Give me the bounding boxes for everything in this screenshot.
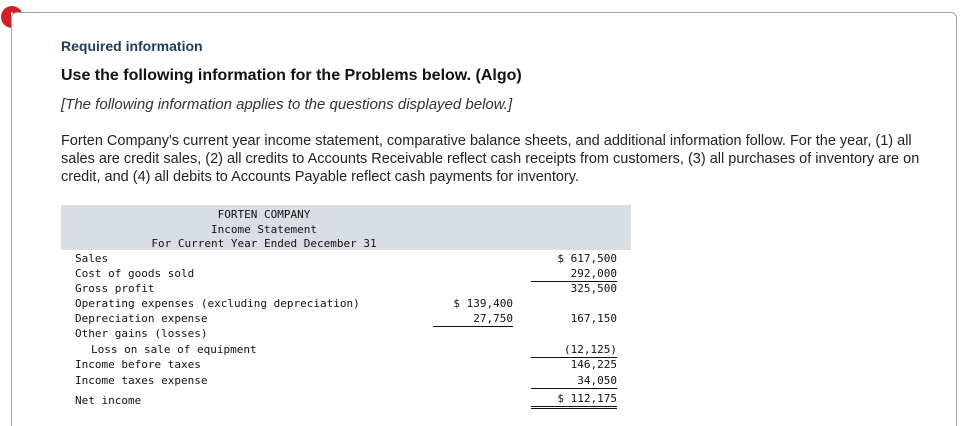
income-statement-table — [61, 250, 631, 426]
statement-header — [61, 205, 631, 250]
cogs-amount: 292,000 — [531, 267, 617, 282]
statement-period: For Current Year Ended December 31 — [151, 237, 377, 250]
row-label-gross-profit: Gross profit — [75, 282, 155, 295]
row-label-income-before-taxes: Income before taxes — [75, 358, 201, 371]
row-label-sales: Sales — [75, 252, 109, 265]
required-information-title: Required information — [61, 38, 203, 54]
gross-profit-amount: 325,500 — [570, 282, 617, 295]
row-label-depreciation: Depreciation expense — [75, 312, 208, 325]
net-income-amount: $ 112,175 — [531, 392, 617, 409]
income-taxes-amount: 34,050 — [531, 374, 617, 389]
operating-expenses-amount: $ 139,400 — [453, 297, 513, 310]
row-label-other-gains: Other gains (losses) — [75, 327, 208, 340]
problem-heading: Use the following information for the Problems below. (Algo) — [61, 67, 522, 84]
loss-on-sale-amount: (12,125) — [531, 343, 617, 358]
row-label-net-income: Net income — [75, 394, 142, 407]
instruction-note: [The following information applies to the questions displayed below.] — [61, 96, 513, 113]
row-label-income-taxes: Income taxes expense — [75, 374, 208, 387]
sales-amount: $ 617,500 — [557, 252, 617, 265]
row-label-operating-expenses: Operating expenses (excluding depreciation) — [75, 297, 360, 310]
problem-description: Forten Company's current year income statement, comparative balance sheets, and additional information follow. For the year, (1) all sales are credit sales, (2) all credits to Accounts Receivable reflect cash receipts from customers, (3) all purchases of inventory are on credit, and (4) all debits to Accounts Payable reflect cash payments for inventory. — [61, 133, 920, 185]
row-label-cogs: Cost of goods sold — [75, 267, 195, 280]
depreciation-amount: 27,750 — [433, 312, 513, 327]
row-label-loss-on-sale: Loss on sale of equipment — [91, 343, 257, 356]
income-before-taxes-amount: 146,225 — [570, 358, 617, 371]
company-name: FORTEN COMPANY — [217, 208, 311, 221]
statement-title: Income Statement — [211, 223, 317, 236]
total-expenses-amount: 167,150 — [570, 312, 617, 325]
